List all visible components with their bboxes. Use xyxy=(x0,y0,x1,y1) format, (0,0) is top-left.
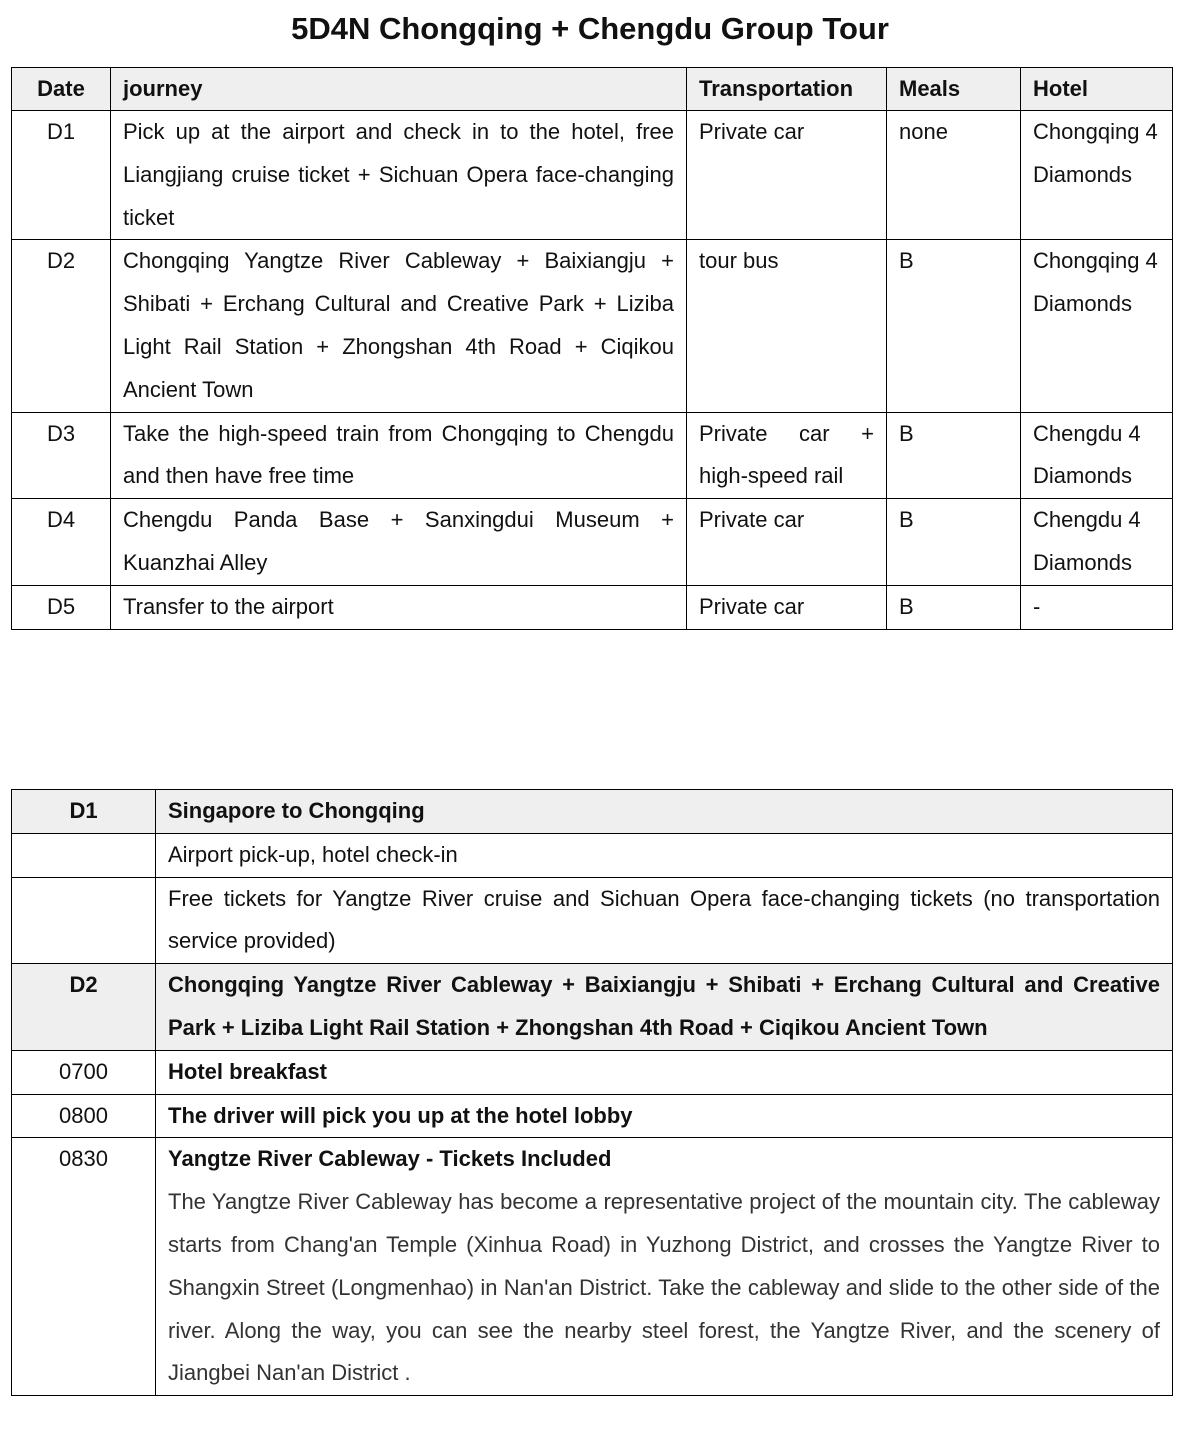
activity-cell xyxy=(156,1138,1173,1396)
transport-cell: Private car + high-speed rail xyxy=(687,412,887,499)
activity-title: The driver will pick you up at the hotel lobby xyxy=(156,1094,1173,1138)
day-header-row xyxy=(12,964,1173,1051)
activity-text: Free tickets for Yangtze River cruise and Sichuan Opera face-changing tickets (no transportation service provided) xyxy=(156,877,1173,964)
day-title: Singapore to Chongqing xyxy=(156,790,1173,834)
journey-cell: Take the high-speed train from Chongqing to Chengdu and then have free time xyxy=(111,412,687,499)
page-title: 5D4N Chongqing + Chengdu Group Tour xyxy=(291,11,889,46)
hotel-cell: Chongqing 4 Diamonds xyxy=(1021,240,1173,412)
table-row xyxy=(12,240,1173,412)
table-row xyxy=(12,585,1173,629)
table-row xyxy=(12,499,1173,586)
header-date: Date xyxy=(12,68,111,111)
daily-detail-table xyxy=(11,789,1173,1396)
table-row xyxy=(12,111,1173,240)
empty-cell xyxy=(12,833,156,877)
meals-cell: B xyxy=(887,499,1021,586)
transport-cell: tour bus xyxy=(687,240,887,412)
day-label: D1 xyxy=(12,790,156,834)
hotel-cell: Chongqing 4 Diamonds xyxy=(1021,111,1173,240)
journey-cell: Chengdu Panda Base + Sanxingdui Museum + Kuanzhai Alley xyxy=(111,499,687,586)
itinerary-summary-table xyxy=(11,67,1173,630)
day-cell: D4 xyxy=(12,499,111,586)
header-hotel: Hotel xyxy=(1021,68,1173,111)
journey-cell: Pick up at the airport and check in to the hotel, free Liangjiang cruise ticket + Sichuan Opera face-changing ticket xyxy=(111,111,687,240)
table-row xyxy=(12,1138,1173,1396)
table-row xyxy=(12,412,1173,499)
day-cell: D3 xyxy=(12,412,111,499)
transport-cell: Private car xyxy=(687,111,887,240)
time-cell: 0830 xyxy=(12,1138,156,1396)
transport-cell: Private car xyxy=(687,499,887,586)
header-meals: Meals xyxy=(887,68,1021,111)
transport-cell: Private car xyxy=(687,585,887,629)
hotel-cell: Chengdu 4 Diamonds xyxy=(1021,499,1173,586)
header-journey: journey xyxy=(111,68,687,111)
meals-cell: B xyxy=(887,240,1021,412)
day-cell: D1 xyxy=(12,111,111,240)
hotel-cell: Chengdu 4 Diamonds xyxy=(1021,412,1173,499)
activity-title: Hotel breakfast xyxy=(156,1050,1173,1094)
time-cell: 0700 xyxy=(12,1050,156,1094)
journey-cell: Transfer to the airport xyxy=(111,585,687,629)
empty-cell xyxy=(12,877,156,964)
table-header-row xyxy=(12,68,1173,111)
day-title: Chongqing Yangtze River Cableway + Baixiangju + Shibati + Erchang Cultural and Creative Park + Liziba Light Rail Station + Zhongshan 4th Road + Ciqikou Ancient Town xyxy=(156,964,1173,1051)
table-row xyxy=(12,1050,1173,1094)
activity-title: Yangtze River Cableway - Tickets Included xyxy=(168,1146,612,1172)
table-row xyxy=(12,877,1173,964)
activity-text: Airport pick-up, hotel check-in xyxy=(156,833,1173,877)
table-row xyxy=(12,1094,1173,1138)
journey-cell: Chongqing Yangtze River Cableway + Baixiangju + Shibati + Erchang Cultural and Creative Park + Liziba Light Rail Station + Zhongshan 4th Road + Ciqikou Ancient Town xyxy=(111,240,687,412)
meals-cell: none xyxy=(887,111,1021,240)
day-header-row xyxy=(12,790,1173,834)
day-cell: D5 xyxy=(12,585,111,629)
meals-cell: B xyxy=(887,585,1021,629)
table-row xyxy=(12,833,1173,877)
meals-cell: B xyxy=(887,412,1021,499)
day-cell: D2 xyxy=(12,240,111,412)
hotel-cell: - xyxy=(1021,585,1173,629)
day-label: D2 xyxy=(12,964,156,1051)
time-cell: 0800 xyxy=(12,1094,156,1138)
header-transportation: Transportation xyxy=(687,68,887,111)
activity-description: The Yangtze River Cableway has become a representative project of the mountain city. The cableway starts from Chang'an Temple (Xinhua Road) in Yuzhong District, and crosses the Yangtze River to Shangxin Street (Longmenhao) in Nan'an District. Take the cableway and slide to the other side of the river. Along the way, you can see the nearby steel forest, the Yangtze River, and the scenery of Jiangbei Nan'an District . xyxy=(168,1189,1160,1386)
